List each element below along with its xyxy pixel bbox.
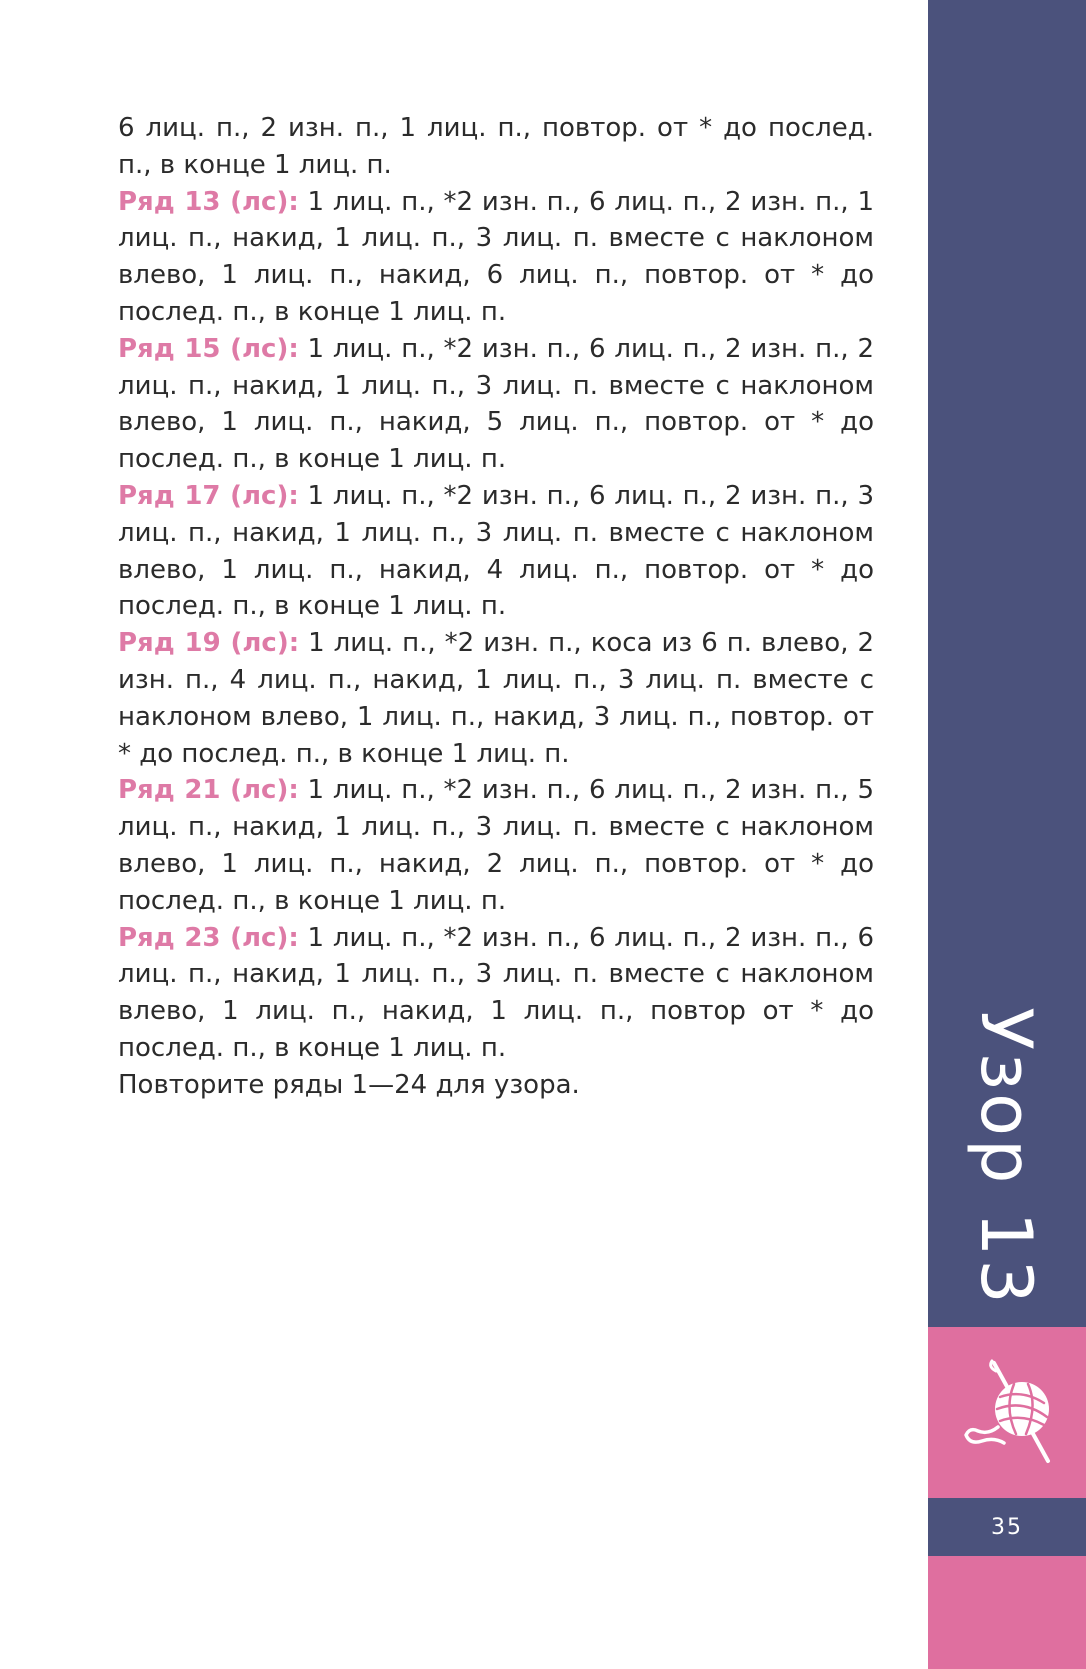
pattern-title: Узор 13: [965, 1007, 1047, 1307]
row-17-instruction: [118, 478, 874, 625]
row-21-label: Ряд 21 (лс):: [118, 775, 299, 806]
row-23-text: 1 лиц. п., *2 изн. п., 6 лиц. п., 2 изн. п., 6 лиц. п., накид, 1 лиц. п., 3 лиц. п. вместе с наклоном влево, 1 лиц. п., накид, 1 лиц. п., повтор от * до послед. п., в конце 1 лиц. п.: [118, 922, 874, 1063]
sidebar-pink-bottom-band: [928, 1556, 1086, 1669]
row-17-text: 1 лиц. п., *2 изн. п., 6 лиц. п., 2 изн. п., 3 лиц. п., накид, 1 лиц. п., 3 лиц. п. вместе с наклоном влево, 1 лиц. п., накид, 4 лиц. п., повтор. от * до послед. п., в конце 1 лиц. п.: [118, 480, 874, 622]
page-number: 35: [991, 1514, 1023, 1540]
row-19-instruction: [118, 625, 874, 772]
row-19-label: Ряд 19 (лс):: [118, 628, 300, 659]
intro-paragraph: 6 лиц. п., 2 изн. п., 1 лиц. п., повтор. от * до послед. п., в конце 1 лиц. п.: [118, 113, 874, 180]
outro-paragraph: Повторите ряды 1—24 для узора.: [118, 1069, 580, 1100]
row-15-label: Ряд 15 (лс):: [118, 333, 299, 364]
row-21-instruction: [118, 772, 874, 919]
row-23-label: Ряд 23 (лс):: [118, 922, 299, 953]
row-13-label: Ряд 13 (лс):: [118, 186, 299, 217]
row-15-text: 1 лиц. п., *2 изн. п., 6 лиц. п., 2 изн. п., 2 лиц. п., накид, 1 лиц. п., 3 лиц. п. вместе с наклоном влево, 1 лиц. п., накид, 5 лиц. п., повтор. от * до послед. п., в конце 1 лиц. п.: [118, 333, 874, 475]
row-21-text: 1 лиц. п., *2 изн. п., 6 лиц. п., 2 изн. п., 5 лиц. п., накид, 1 лиц. п., 3 лиц. п. вместе с наклоном влево, 1 лиц. п., накид, 2 лиц. п., повтор. от * до послед. п., в конце 1 лиц. п.: [118, 775, 874, 916]
row-17-label: Ряд 17 (лс):: [118, 480, 299, 511]
row-19-text: 1 лиц. п., *2 изн. п., коса из 6 п. влево, 2 изн. п., 4 лиц. п., накид, 1 лиц. п., 3 лиц. п. вместе с наклоном влево, 1 лиц. п., накид, 3 лиц. п., повтор. от * до послед. п., в конце 1 лиц. п.: [118, 628, 875, 769]
row-13-text: 1 лиц. п., *2 изн. п., 6 лиц. п., 2 изн. п., 1 лиц. п., накид, 1 лиц. п., 3 лиц. п. вместе с наклоном влево, 1 лиц. п., накид, 6 лиц. п., повтор. от * до послед. п., в конце 1 лиц. п.: [118, 186, 874, 327]
row-15-instruction: [118, 331, 874, 478]
row-13-instruction: [118, 184, 874, 331]
sidebar-icon-band: [928, 1327, 1086, 1498]
page-number-band: [928, 1498, 1086, 1556]
pattern-instructions: [118, 110, 874, 1104]
row-23-instruction: [118, 920, 874, 1067]
yarn-ball-crochet-hook-icon: [964, 1357, 1060, 1469]
